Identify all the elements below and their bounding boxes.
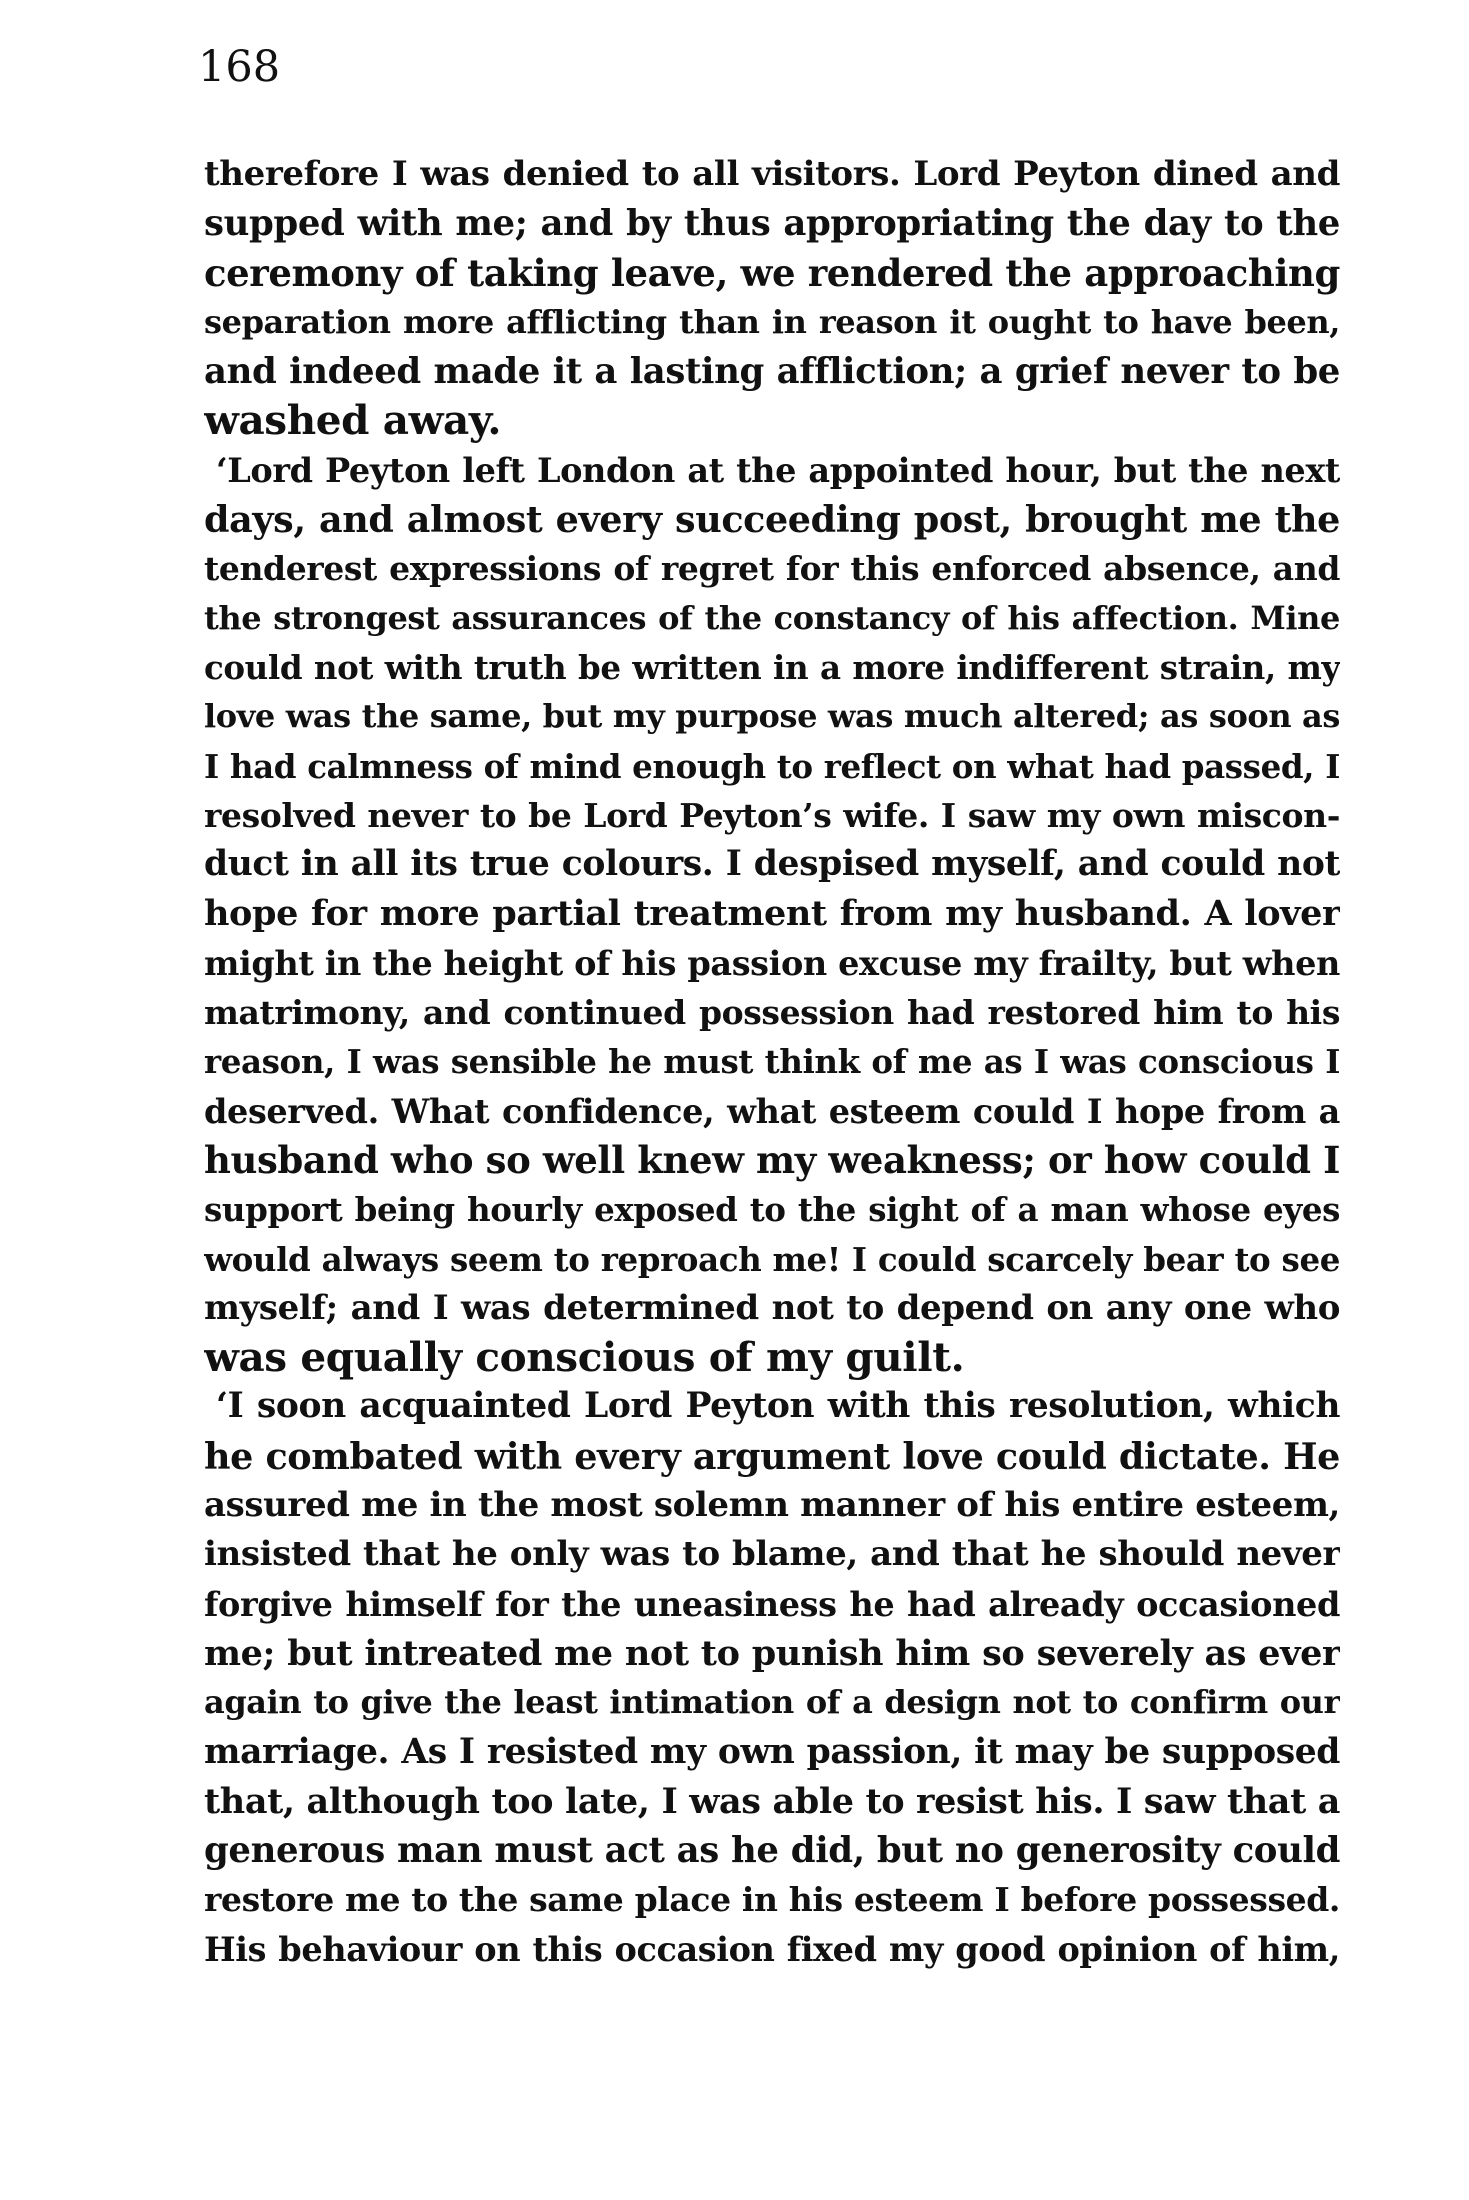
text-line: husband who so well knew my weakness; or how could I: [204, 1137, 1340, 1182]
page-number: 168: [198, 42, 281, 92]
text-line: ‘I soon acquainted Lord Peyton with this resolution, which: [216, 1386, 1340, 1427]
text-line: duct in all its true colours. I despised myself, and could not: [204, 844, 1340, 885]
text-line: would always seem to reproach me! I could scarcely bear to see: [204, 1239, 1340, 1279]
text-line: support being hourly exposed to the sight of a man whose eyes: [204, 1190, 1340, 1230]
text-line: ceremony of taking leave, we rendered the approaching: [204, 250, 1340, 295]
text-line: matrimony, and continued possession had restored him to his: [204, 993, 1340, 1033]
text-line: resolved never to be Lord Peyton’s wife. I saw my own miscon-: [204, 795, 1340, 835]
text-line: deserved. What confidence, what esteem could I hope from a: [204, 1091, 1340, 1131]
text-line: might in the height of his passion excuse my frailty, but when: [204, 943, 1340, 983]
text-line: ‘Lord Peyton left London at the appointed hour, but the next: [216, 450, 1340, 490]
text-line: tenderest expressions of regret for this enforced absence, and: [204, 549, 1340, 589]
text-line: restore me to the same place in his esteem I before possessed.: [204, 1880, 1340, 1920]
text-line: therefore I was denied to all visitors. Lord Peyton dined and: [204, 154, 1340, 194]
text-line: and indeed made it a lasting affliction; a grief never to be: [204, 351, 1340, 393]
text-line: supped with me; and by thus appropriating the day to the: [204, 203, 1340, 245]
text-line: marriage. As I resisted my own passion, it may be supposed: [204, 1731, 1340, 1772]
text-line: insisted that he only was to blame, and that he should never: [204, 1534, 1340, 1575]
text-line: generous man must act as he did, but no generosity could: [204, 1830, 1340, 1872]
text-line: days, and almost every succeeding post, brought me the: [204, 498, 1340, 542]
text-line: forgive himself for the uneasiness he had already occasioned: [204, 1584, 1340, 1624]
text-line: that, although too late, I was able to resist his. I saw that a: [204, 1780, 1340, 1822]
text-line: myself; and I was determined not to depend on any one who: [204, 1287, 1340, 1328]
text-line: reason, I was sensible he must think of me as I was conscious I: [204, 1042, 1340, 1082]
text-line: love was the same, but my purpose was much altered; as soon as: [204, 697, 1340, 736]
text-line: assured me in the most solemn manner of his entire esteem,: [204, 1485, 1340, 1526]
text-line: I had calmness of mind enough to reflect on what had passed, I: [204, 746, 1340, 786]
text-line: could not with truth be written in a more indifferent strain, my: [204, 647, 1340, 687]
text-line: he combated with every argument love could dictate. He: [204, 1434, 1340, 1478]
text-line: hope for more partial treatment from my husband. A lover: [204, 893, 1340, 935]
text-line: the strongest assurances of the constancy of his affection. Mine: [204, 598, 1340, 637]
body-text: [204, 150, 1340, 1974]
text-line: washed away.: [204, 396, 502, 445]
text-line: His behaviour on this occasion fixed my good opinion of him,: [204, 1929, 1340, 1969]
text-line: me; but intreated me not to punish him so severely as ever: [204, 1632, 1340, 1674]
text-line: again to give the least intimation of a design not to confirm our: [204, 1683, 1340, 1722]
text-line: separation more afflicting than in reason it ought to have been,: [204, 302, 1340, 341]
text-line: was equally conscious of my guilt.: [204, 1333, 965, 1382]
